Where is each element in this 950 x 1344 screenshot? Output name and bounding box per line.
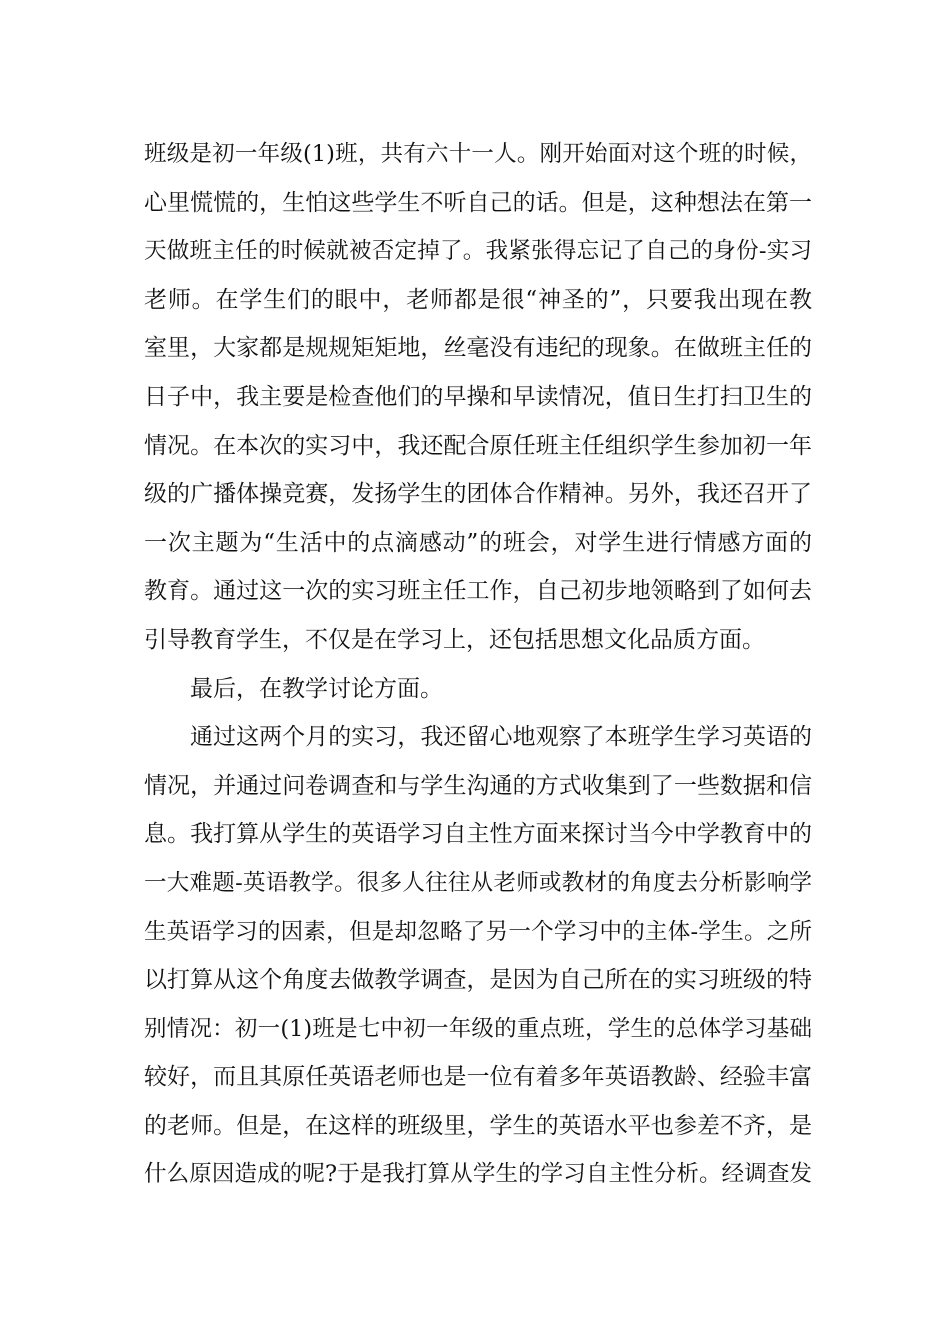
- text-line: 日子中，我主要是检查他们的早操和早读情况，值日生打扫卫生的: [144, 383, 812, 410]
- text-line: 的老师。但是，在这样的班级里，学生的英语水平也参差不齐，是: [144, 1112, 812, 1139]
- text-line: 别情况：初一(1)班是七中初一年级的重点班，学生的总体学习基础: [144, 1015, 812, 1042]
- text-line: 以打算从这个角度去做教学调查，是因为自己所在的实习班级的特: [144, 967, 812, 994]
- text-line: 最后，在教学讨论方面。: [190, 675, 443, 702]
- text-line: 班级是初一年级(1)班，共有六十一人。刚开始面对这个班的时候，: [144, 141, 812, 167]
- text-line: 息。我打算从学生的英语学习自主性方面来探讨当今中学教育中的: [144, 821, 812, 848]
- document-body: [144, 130, 812, 1199]
- text-line: 情况，并通过问卷调查和与学生沟通的方式收集到了一些数据和信: [144, 772, 812, 799]
- text-line: 情况。在本次的实习中，我还配合原任班主任组织学生参加初一年: [144, 432, 812, 459]
- text-line: 引导教育学生，不仅是在学习上，还包括思想文化品质方面。: [144, 626, 765, 653]
- text-line: 心里慌慌的，生怕这些学生不听自己的话。但是，这种想法在第一: [144, 189, 812, 216]
- text-line: 天做班主任的时候就被否定掉了。我紧张得忘记了自己的身份-实习: [144, 238, 812, 265]
- text-line: 一大难题-英语教学。很多人往往从老师或教材的角度去分析影响学: [144, 869, 812, 896]
- text-line: 通过这两个月的实习，我还留心地观察了本班学生学习英语的: [190, 724, 812, 751]
- text-line: 什么原因造成的呢?于是我打算从学生的学习自主性分析。经调查发: [144, 1161, 812, 1188]
- text-line: 教育。通过这一次的实习班主任工作，自己初步地领略到了如何去: [144, 578, 812, 605]
- text-line: 生英语学习的因素，但是却忽略了另一个学习中的主体-学生。之所: [144, 918, 812, 945]
- text-line: 较好，而且其原任英语老师也是一位有着多年英语教龄、经验丰富: [144, 1064, 812, 1091]
- text-line: 室里，大家都是规规矩矩地，丝毫没有违纪的现象。在做班主任的: [144, 335, 812, 362]
- text-line: 一次主题为“生活中的点滴感动”的班会，对学生进行情感方面的: [144, 529, 812, 556]
- text-line: 老师。在学生们的眼中，老师都是很“神圣的”，只要我出现在教: [144, 286, 812, 313]
- text-line: 级的广播体操竞赛，发扬学生的团体合作精神。另外，我还召开了: [144, 481, 812, 508]
